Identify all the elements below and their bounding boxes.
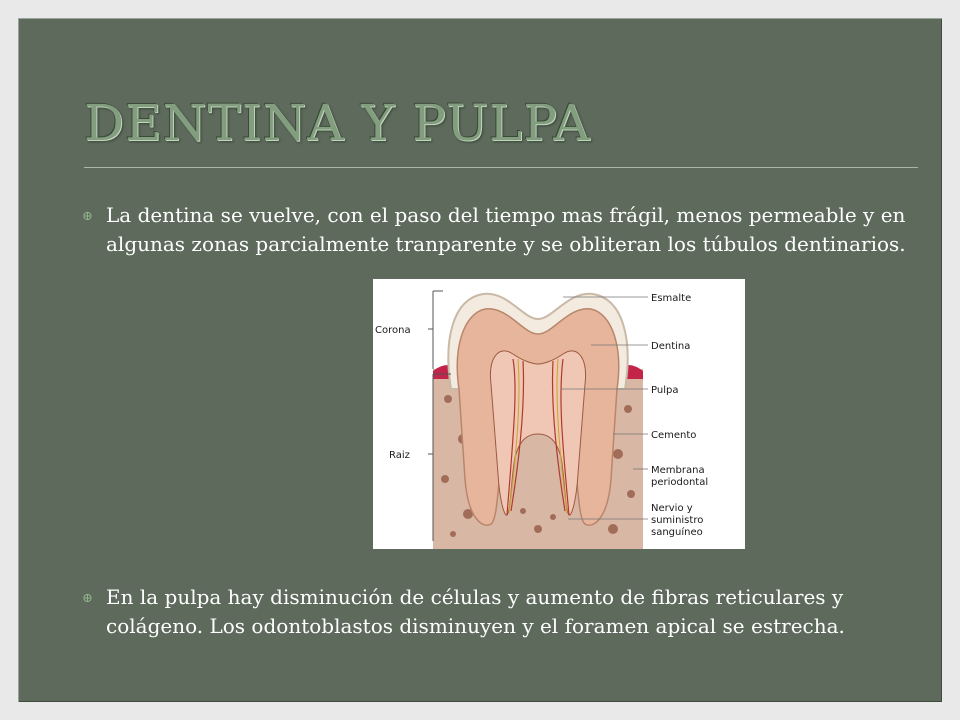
tooth-diagram xyxy=(373,279,745,549)
title-divider xyxy=(84,167,918,168)
bullet-text: En la pulpa hay disminución de células y aumento de fibras reticulares y colágeno. Los odontoblastos disminuyen y el foramen apical se estrecha. xyxy=(106,585,845,638)
circled-plus-icon: ⊕ xyxy=(82,591,93,606)
label-dentina: Dentina xyxy=(651,341,691,352)
bullet-text: La dentina se vuelve, con el paso del tiempo mas frágil, menos permeable y en algunas zonas parcialmente tranparente y se obliteran los túbulos dentinarios. xyxy=(106,203,906,256)
label-suministro: suministro xyxy=(651,515,704,526)
label-periodontal: periodontal xyxy=(651,477,709,488)
label-membrana: Membrana xyxy=(651,465,705,476)
bullet-item xyxy=(82,201,916,259)
label-raiz: Raiz xyxy=(389,450,410,461)
label-corona: Corona xyxy=(375,325,411,336)
bullet-item xyxy=(82,583,916,641)
label-cemento: Cemento xyxy=(651,430,697,441)
label-esmalte: Esmalte xyxy=(651,293,692,304)
circled-plus-icon: ⊕ xyxy=(82,209,93,224)
label-pulpa: Pulpa xyxy=(651,385,679,396)
label-nervio: Nervio y xyxy=(651,503,693,514)
label-sanguineo: sanguíneo xyxy=(651,527,703,538)
slide-title: DENTINA Y PULPA xyxy=(84,94,591,152)
tooth-illustration xyxy=(373,279,745,549)
